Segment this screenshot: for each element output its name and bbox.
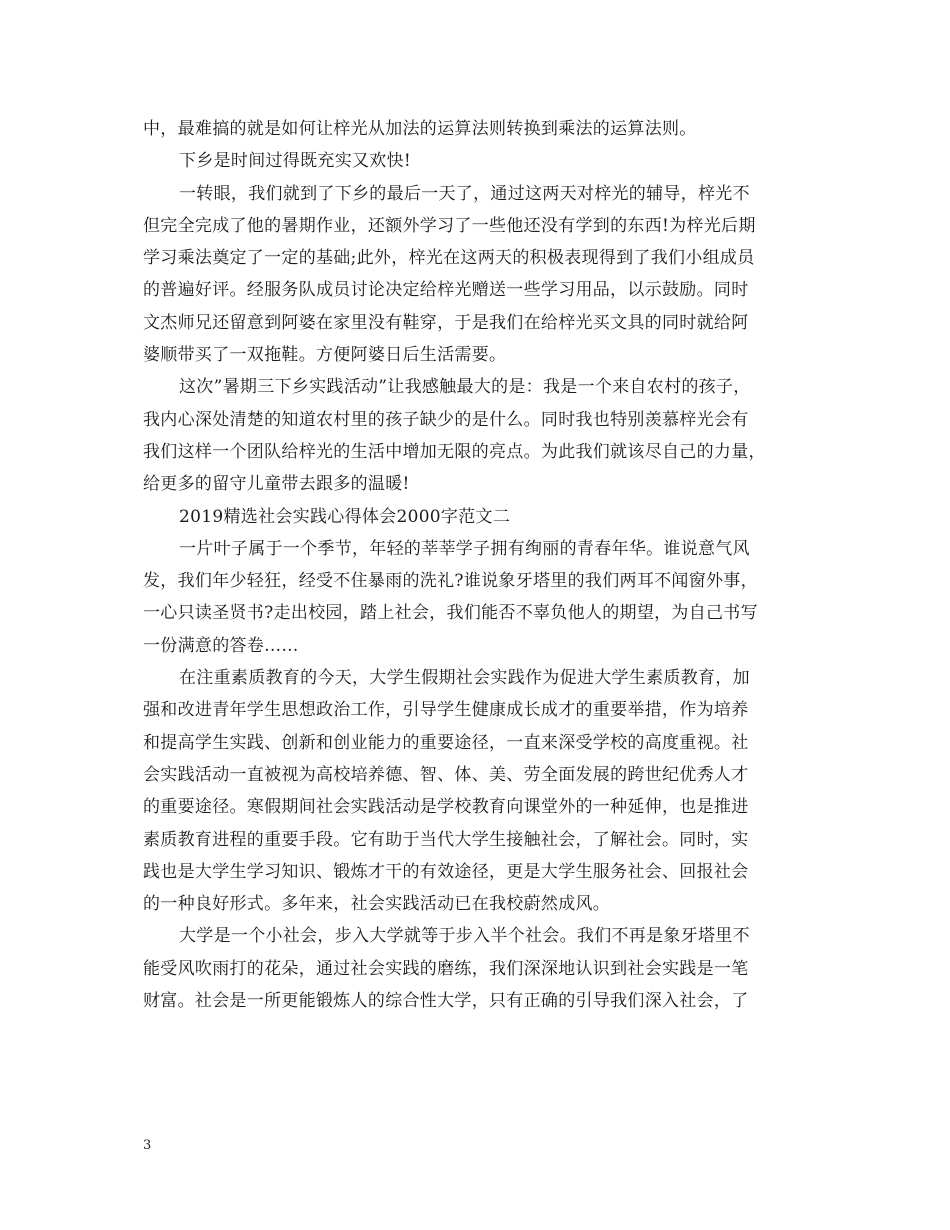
text-line: 的普遍好评。经服务队成员讨论决定给梓光赠送一些学习用品，以示鼓励。同时 (143, 280, 749, 301)
text-line: 的重要途径。寒假期间社会实践活动是学校教育向课堂外的一种延伸，也是推进 (143, 797, 749, 818)
document-body (143, 113, 823, 1017)
text-line: 一转眼，我们就到了下乡的最后一天了，通过这两天对梓光的辅导，梓光不 (179, 183, 750, 204)
text-line: 财富。社会是一所更能锻炼人的综合性大学，只有正确的引导我们深入社会，了 (143, 991, 749, 1012)
text-line: 素质教育进程的重要手段。它有助于当代大学生接触社会，了解社会。同时，实 (143, 829, 749, 850)
text-line: 中，最难搞的就是如何让梓光从加法的运算法则转换到乘法的运算法则。 (143, 119, 697, 139)
text-line: 一份满意的答卷…… (143, 635, 299, 656)
text-line: 和提高学生实践、创新和创业能力的重要途径，一直来深受学校的高度重视。社 (143, 732, 749, 753)
text-line: 大学是一个小社会，步入大学就等于步入半个社会。我们不再是象牙塔里不 (179, 926, 750, 947)
page-number: 3 (143, 1138, 152, 1153)
text-line: 给更多的留守儿童带去跟多的温暖! (143, 474, 410, 495)
text-line: 一片叶子属于一个季节，年轻的莘莘学子拥有绚丽的青春年华。谁说意气风 (179, 538, 750, 559)
text-line: 这次”暑期三下乡实践活动”让我感触最大的是：我是一个来自农村的孩子， (179, 377, 751, 398)
text-line: 2019精选社会实践心得体会2000字范文二 (179, 506, 511, 527)
text-line: 的一种良好形式。多年来，社会实践活动已在我校蔚然成风。 (143, 894, 611, 915)
text-line: 在注重素质教育的今天，大学生假期社会实践作为促进大学生素质教育，加 (179, 668, 750, 689)
text-line: 学习乘法奠定了一定的基础;此外，梓光在这两天的积极表现得到了我们小组成员 (143, 248, 755, 269)
text-line: 践也是大学生学习知识、锻炼才干的有效途径，更是大学生服务社会、回报社会 (143, 861, 749, 882)
text-line: 我内心深处清楚的知道农村里的孩子缺少的是什么。同时我也特别羡慕梓光会有 (143, 409, 749, 430)
text-line: 婆顺带买了一双拖鞋。方便阿婆日后生活需要。 (143, 345, 507, 366)
text-line: 能受风吹雨打的花朵，通过社会实践的磨练，我们深深地认识到社会实践是一笔 (143, 958, 749, 979)
text-line: 一心只读圣贤书?走出校园，踏上社会，我们能否不辜负他人的期望，为自己书写 (143, 603, 758, 624)
text-line: 强和改进青年学生思想政治工作，引导学生健康成长成才的重要举措，作为培养 (143, 700, 749, 721)
text-line: 发，我们年少轻狂，经受不住暴雨的洗礼?谁说象牙塔里的我们两耳不闻窗外事， (143, 571, 758, 592)
text-line: 文杰师兄还留意到阿婆在家里没有鞋穿，于是我们在给梓光买文具的同时就给阿 (143, 312, 749, 333)
text-line: 但完全完成了他的暑期作业，还额外学习了一些他还没有学到的东西!为梓光后期 (143, 215, 756, 236)
text-line: 下乡是时间过得既充实又欢快! (179, 151, 412, 172)
text-line: 我们这样一个团队给梓光的生活中增加无限的亮点。为此我们就该尽自己的力量， (143, 441, 766, 462)
text-line: 会实践活动一直被视为高校培养德、智、体、美、劳全面发展的跨世纪优秀人才 (143, 764, 749, 785)
